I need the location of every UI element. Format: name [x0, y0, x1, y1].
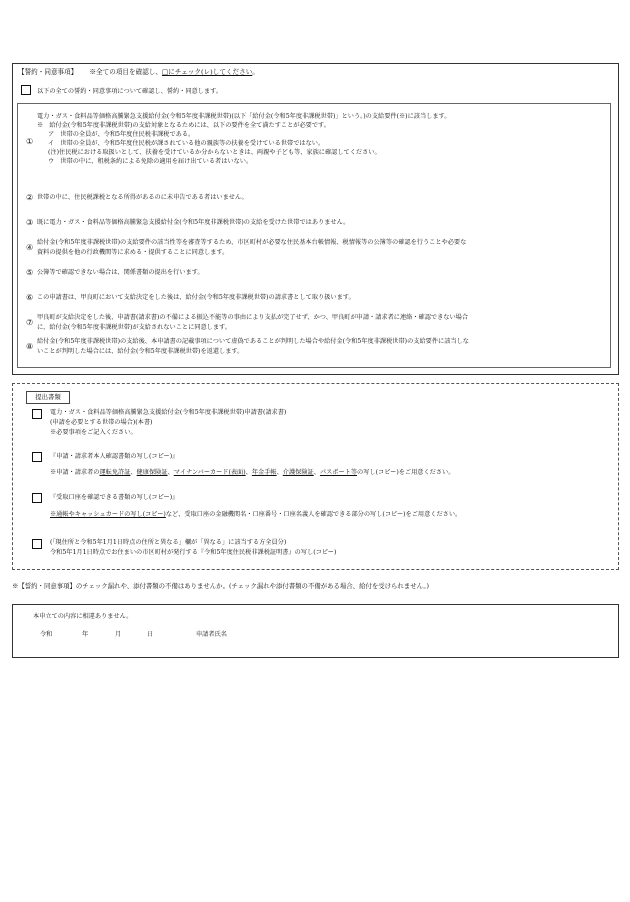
doc-3-title: 『受取口座を確認できる書類の写し(コピー)』 — [50, 494, 179, 501]
agree-all-label: 以下の全ての誓約・同意事項について確認し、誓約・同意します。 — [37, 88, 223, 95]
doc-2-note-item: 運転免許証 — [99, 469, 131, 476]
item-8-line: いことが判明した場合には、給付金(令和5年度非課税世帯)を返還します。 — [37, 348, 244, 355]
doc-2-note-item: 年金手帳 — [251, 469, 277, 476]
doc-1-checkbox[interactable] — [32, 409, 42, 419]
item-1-line: ア 世帯の全員が、令和5年度住民税非課税である。 — [48, 131, 195, 138]
agreement-title: 【誓約・同意事項】 — [18, 68, 78, 76]
doc-2-note-sep: 、 — [276, 469, 283, 476]
doc-4-line: 令和5年1月1日時点でお住まいの市区町村が発行する『令和5年度住民税非課税証明書』の写し(コピー) — [50, 549, 337, 556]
signature-era: 令和 — [40, 631, 53, 638]
doc-2-note-sep: 、 — [130, 469, 137, 476]
item-5-text: 公簿等で確認できない場合は、関係書類の提出を行います。 — [37, 269, 204, 276]
doc-2-note-sep: 、 — [313, 469, 320, 476]
signature-month: 月 — [115, 631, 122, 638]
item-6-text: この申請書は、甲良町において支給決定をした後は、給付金(令和5年度非課税世帯)の請求書として取り扱います。 — [37, 294, 355, 301]
doc-2-note — [50, 469, 454, 477]
signature-statement: 本申立ての内容に相違ありません。 — [33, 613, 133, 620]
item-7-line: に、給付金(令和5年度非課税世帯)が支給されないことに同意します。 — [37, 324, 231, 331]
item-6-number: ⑥ — [26, 293, 34, 302]
doc-2-title: 『申請・請求者本人確認書類の写し(コピー)』 — [50, 453, 179, 460]
doc-1-line: (申請を必要とする世帯の場合)(本書) — [50, 419, 153, 426]
item-4-number: ④ — [26, 243, 34, 252]
agreement-header — [18, 68, 259, 76]
doc-2-note-item: マイナンバーカード(表面) — [173, 469, 246, 476]
doc-2-note-item: パスポート等 — [319, 469, 358, 476]
item-4-line: 資料の提供を他の行政機関等に求める・提供することに同意します。 — [37, 249, 229, 256]
documents-tag: 提出書類 — [26, 391, 70, 404]
item-3-text: 既に電力・ガス・食料品等価格高騰緊急支援給付金(令和5年度非課税世帯)の支給を受けた世帯ではありません。 — [37, 219, 350, 226]
item-1-number: ① — [26, 137, 34, 146]
item-4-line: 給付金(令和5年度非課税世帯)の支給要件の該当性等を審査等するため、市区町村が必要な住民基本台帳情報、税情報等の公簿等の確認を行うことや必要な — [37, 239, 467, 246]
doc-4-checkbox[interactable] — [32, 539, 42, 549]
doc-2-note-sep: 、 — [245, 469, 252, 476]
doc-1-line: ※必要事項をご記入ください。 — [50, 429, 137, 436]
item-1-line: イ 世帯の全員が、令和5年度住民税が課されている他の親族等の扶養を受けている世帯ではない。 — [48, 140, 325, 147]
item-7-line: 甲良町が支給決定をした後、申請書(請求書)の不備による振込不能等の事由により支払が完了せず、かつ、甲良町が申請・請求者に連絡・確認できない場合 — [37, 314, 469, 321]
item-8-number: ⑧ — [26, 342, 34, 351]
doc-2-note-prefix: ※申請・請求者の — [50, 469, 100, 476]
agreement-note-underlined: □にチェック(レ)してください — [161, 68, 253, 76]
item-8-line: 給付金(令和5年度非課税世帯)の支給後、本申請書の記載事項について虚偽であることが判明した場合や給付金(令和5年度非課税世帯)の支給要件に該当しな — [37, 338, 469, 345]
item-5-number: ⑤ — [26, 268, 34, 277]
doc-3-note-suffix: など、受取口座の金融機関名・口座番号・口座名義人を確認できる部分の写し(コピー)をご用意ください。 — [165, 511, 462, 518]
item-2-number: ② — [26, 193, 34, 202]
item-1-line: 電力・ガス・食料品等価格高騰緊急支援給付金(令和5年度非課税世帯)(以下「給付金(令和5年度非課税世帯)」という。)の支給要件(※)に該当します。 — [37, 113, 451, 120]
item-1-line: ※ 給付金(令和5年度非課税世帯)の支給対象となるためには、以下の要件を全て満たすことが必要です。 — [37, 122, 330, 129]
item-1-line: ウ 世帯の中に、租税条約による免除の適用を届け出ている者はいない。 — [48, 158, 253, 165]
doc-3-checkbox[interactable] — [32, 493, 42, 503]
missing-check-warning: ※【誓約・同意事項】のチェック漏れや、添付書類の不備はありませんか。(チェック漏れや添付書類の不備がある場合、給付を受けられません。) — [12, 582, 430, 590]
item-7-number: ⑦ — [26, 318, 34, 327]
doc-2-note-item: 健康保険証 — [136, 469, 168, 476]
doc-2-note-item: 介護保険証 — [282, 469, 314, 476]
doc-4-line: (「現住所と令和5年1月1日時点の住所と異なる」欄が「異なる」に該当する方全員分) — [50, 539, 287, 546]
item-3-number: ③ — [26, 218, 34, 227]
doc-2-checkbox[interactable] — [32, 452, 42, 462]
signature-year: 年 — [82, 631, 89, 638]
doc-2-note-suffix: の写し(コピー)をご用意ください。 — [357, 469, 455, 476]
item-2-text: 世帯の中に、住民税課税となる所得があるのに未申告である者はいません。 — [37, 194, 248, 201]
doc-3-note — [50, 511, 461, 519]
applicant-name-label: 申請者氏名 — [196, 631, 227, 638]
agreement-note: ※全ての項目を確認し、 — [89, 68, 162, 76]
agree-all-checkbox[interactable] — [21, 85, 31, 95]
signature-day: 日 — [147, 631, 154, 638]
agreement-note-suffix: 。 — [252, 68, 259, 76]
item-1-line: (注)住民税における取扱いとして、扶養を受けているか分からないときは、両親や子ども等、家族に確認してください。 — [48, 149, 381, 156]
doc-1-line: 電力・ガス・食料品等価格高騰緊急支援給付金(令和5年度非課税世帯)申請書(請求書) — [50, 409, 287, 416]
doc-2-note-sep: 、 — [167, 469, 174, 476]
doc-3-note-underlined: ※通帳やキャッシュカードの写し(コピー) — [50, 511, 166, 518]
